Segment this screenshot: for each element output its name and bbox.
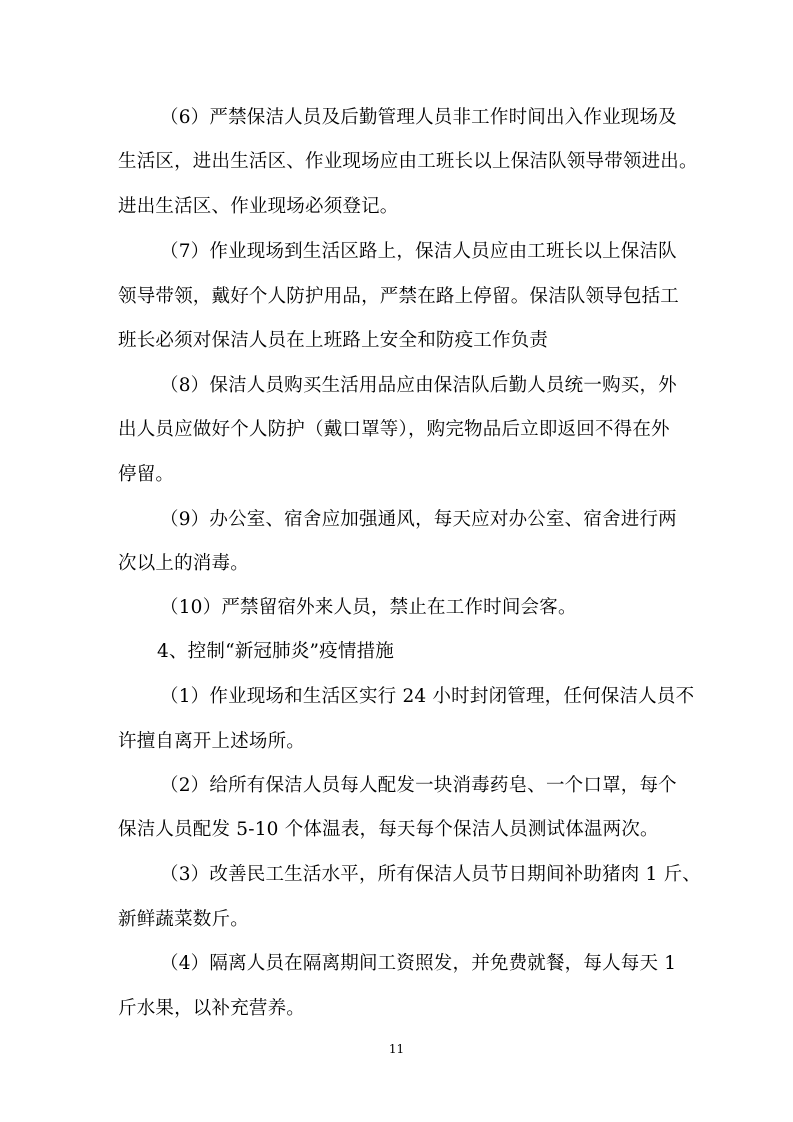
paragraph-7-line-1: （7）作业现场到生活区路上，保洁人员应由工班长以上保洁队	[160, 241, 677, 262]
paragraph-10-line-1: （10）严禁留宿外来人员，禁止在工作时间会客。	[160, 597, 577, 618]
paragraph-6-line-3: 进出生活区、作业现场必须登记。	[118, 196, 399, 217]
section-heading: 4、控制“新冠肺炎”疫情措施	[157, 641, 394, 662]
measure-4-line-1: （4）隔离人员在隔离期间工资照发，并免费就餐，每人每天 1	[160, 953, 677, 974]
measure-2-line-1: （2）给所有保洁人员每人配发一块消毒药皂、一个口罩，每个	[160, 775, 677, 796]
paragraph-7-line-2: 领导带领，戴好个人防护用品，严禁在路上停留。保洁队领导包括工	[118, 286, 680, 307]
paragraph-8-line-1: （8）保洁人员购买生活用品应由保洁队后勤人员统一购买，外	[160, 375, 677, 396]
paragraph-9-line-2: 次以上的消毒。	[118, 553, 249, 574]
paragraph-6-line-1: （6）严禁保洁人员及后勤管理人员非工作时间出入作业现场及	[160, 107, 677, 128]
measure-3-line-2: 新鲜蔬菜数斤。	[118, 909, 249, 930]
paragraph-7-line-3: 班长必须对保洁人员在上班路上安全和防疫工作负责	[118, 330, 549, 351]
measure-4-line-2: 斤水果，以补充营养。	[118, 998, 306, 1019]
measure-1-line-2: 许擅自离开上述场所。	[118, 731, 306, 752]
paragraph-8-line-2: 出人员应做好个人防护（戴口罩等），购完物品后立即返回不得在外	[118, 419, 670, 440]
page-number: 11	[388, 1042, 405, 1056]
measure-3-line-1: （3）改善民工生活水平，所有保洁人员节日期间补助猪肉 1 斤、	[160, 864, 702, 885]
measure-1-line-1: （1）作业现场和生活区实行 24 小时封闭管理，任何保洁人员不	[160, 686, 695, 707]
measure-2-line-2: 保洁人员配发 5-10 个体温表，每天每个保洁人员测试体温两次。	[118, 819, 659, 840]
paragraph-6-line-2: 生活区，进出生活区、作业现场应由工班长以上保洁队领导带领进出。	[118, 151, 698, 172]
paragraph-9-line-1: （9）办公室、宿舍应加强通风，每天应对办公室、宿舍进行两	[160, 509, 677, 530]
paragraph-8-line-3: 停留。	[118, 464, 175, 485]
